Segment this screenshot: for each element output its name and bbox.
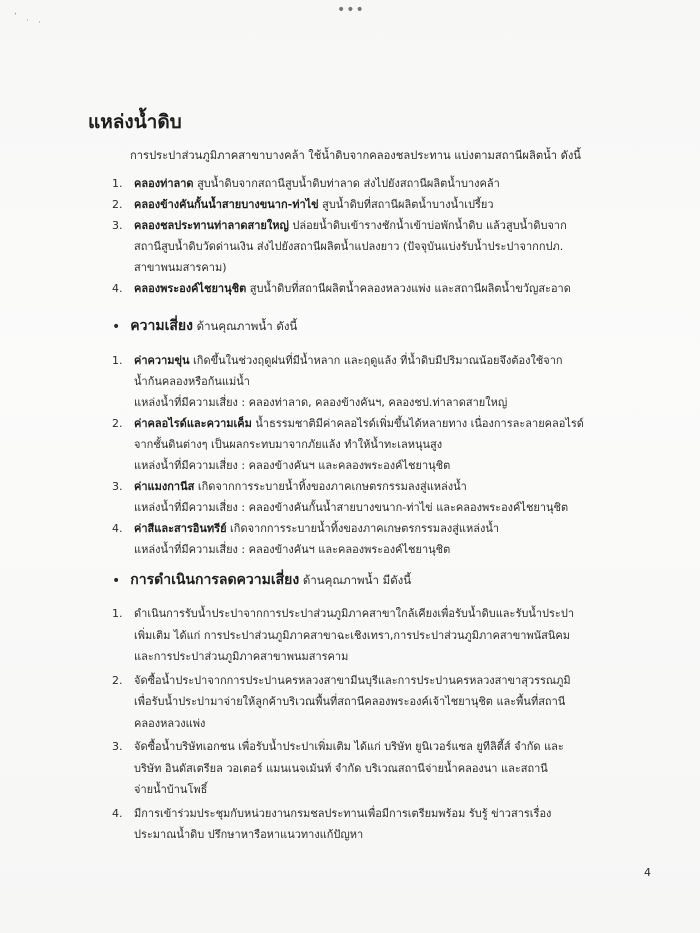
item-title: คลองชลประทานท่าลาดสายใหญ่: [134, 219, 289, 232]
bullet-icon: •: [112, 573, 121, 589]
item-text: ประมาณน้ำดิบ ปรึกษาหารือหาแนวทางแก้ปัญหา: [134, 828, 364, 841]
item-title: ค่าความขุ่น: [134, 354, 190, 367]
mitigation-list: [112, 603, 574, 846]
item-text: สูบน้ำดิบที่สถานีผลิตน้ำคลองหลวงแพ่ง และสถานีผลิตน้ำขวัญสะอาด: [246, 282, 571, 295]
item-text: เพิ่มเติม ได้แก่ การประปาส่วนภูมิภาคสาขาฉะเชิงเทรา,การประปาส่วนภูมิภาคสาขาพนัสนิคม: [134, 628, 571, 642]
item-title: ค่าคลอไรด์และความเค็ม: [134, 417, 252, 430]
item-title: คลองข้างคันกั้นน้ำสายบางขนาก-ท่าไข่: [134, 198, 319, 211]
item-text: แหล่งน้ำที่มีความเสี่ยง : คลองข้างคันกั้นน้ำสายบางขนาก-ท่าไข่ และคลองพระองค์ไชยานุชิต: [134, 501, 569, 514]
item-number: 2.: [112, 673, 123, 687]
item-text: เพื่อรับน้ำประปามาจ่ายให้ลูกค้าบริเวณพื้นที่สถานีคลองพระองค์เจ้าไชยานุชิต และพื้นที่สถานี: [134, 695, 566, 708]
item-text: น้ำก้นคลองหรือก้นแม่น้ำ: [134, 375, 250, 388]
item-text: สูบน้ำดิบจากสถานีสูบน้ำดิบท่าลาด ส่งไปยังสถานีผลิตน้ำบางคล้า: [193, 177, 500, 190]
item-text: จากชั้นดินต่างๆ เป็นผลกระทบมาจากภัยแล้ง ทำให้น้ำทะเลหนุนสูง: [134, 438, 443, 451]
item-text: ปล่อยน้ำดิบเข้ารางชักน้ำเข้าบ่อพักน้ำดิบ แล้วสูบน้ำดิบจาก: [288, 219, 567, 232]
item-title: คลองท่าลาด: [134, 177, 194, 190]
item-text: แหล่งน้ำที่มีความเสี่ยง : คลองข้างคันฯ และคลองพระองค์ไชยานุชิต: [134, 543, 451, 556]
item-text: น้ำธรรมชาติมีค่าคลอไรด์เพิ่มขึ้นได้หลายทาง เนื่องการละลายคลอไรด์: [251, 417, 584, 430]
item-title: คลองพระองค์ไชยานุชิต: [134, 282, 247, 295]
item-number: 1.: [112, 177, 123, 190]
item-text: จัดซื้อน้ำบริษัทเอกชน เพื่อรับน้ำประปาเพิ่มเติม ได้แก่ บริษัท ยูนิเวอร์แซล ยูทีลิตี้ส์ จำกัด และ: [134, 740, 564, 753]
risk-heading: [112, 315, 297, 337]
item-number: 3.: [112, 740, 123, 753]
risk-list: [112, 350, 584, 560]
item-text: มีการเข้าร่วมประชุมกับหน่วยงานกรมชลประทานเพื่อมีการเตรียมพร้อม รับรู้ ข่าวสารเรื่อง: [134, 806, 552, 820]
item-text: สูบน้ำดิบที่สถานีผลิตน้ำบางน้ำเปรี้ยว: [318, 198, 494, 211]
item-text: สาขาพนมสารคาม): [134, 261, 227, 274]
list-item: [112, 670, 574, 735]
source-list: [112, 173, 571, 299]
item-number: 2.: [112, 198, 123, 211]
item-text: จัดซื้อน้ำประปาจากการประปานครหลวงสาขามีนบุรีและการประปานครหลวงสาขาสุวรรณภูมิ: [134, 673, 571, 687]
item-text: เกิดจากการระบายน้ำทิ้งของภาคเกษตรกรรมลงสู่แหล่งน้ำ: [194, 480, 467, 493]
item-title: ค่าแมงกานีส: [134, 480, 195, 493]
list-item: [112, 413, 584, 476]
item-line: [134, 350, 584, 371]
section-heading: การดำเนินการลดความเสี่ยง: [130, 572, 300, 588]
item-number: 2.: [112, 417, 123, 430]
list-item: [112, 476, 584, 518]
list-item: [112, 278, 571, 299]
item-number: 1.: [112, 354, 123, 367]
item-line: [134, 476, 584, 497]
more-options-icon[interactable]: •••: [337, 2, 365, 18]
list-item: [112, 736, 574, 801]
list-item: [112, 603, 574, 668]
list-item: [112, 173, 571, 194]
item-line: [134, 278, 571, 299]
scan-speck: ‘: [14, 12, 17, 22]
section-heading-suffix: ด้านคุณภาพน้ำ มีดังนี้: [299, 573, 412, 587]
item-text: เกิดขึ้นในช่วงฤดูฝนที่มีน้ำหลาก และฤดูแล้ง ที่น้ำดิบมีปริมาณน้อยจึงต้องใช้จาก: [189, 354, 563, 367]
section-heading-suffix: ด้านคุณภาพน้ำ ดังนี้: [192, 319, 298, 333]
intro-text: การประปาส่วนภูมิภาคสาขาบางคล้า ใช้น้ำดิบจากคลองชลประทาน แบ่งตามสถานีผลิตน้ำ ดังนี้: [130, 149, 581, 162]
list-item: [112, 194, 571, 215]
scan-speck: ·: [26, 16, 29, 26]
item-text: ดำเนินการรับน้ำประปาจากการประปาส่วนภูมิภาคสาขาใกล้เคียงเพื่อรับน้ำดิบและรับน้ำประปา: [134, 607, 574, 620]
item-text: บริษัท อินดัสเตรียล วอเตอร์ แมนเนจเม้นท์ จำกัด บริเวณสถานีจ่ายน้ำคลองนา และสถานี: [134, 761, 548, 775]
item-line: [134, 194, 571, 215]
item-line: [134, 413, 584, 434]
page-title: แหล่งน้ำดิบ: [88, 111, 182, 133]
item-text: แหล่งน้ำที่มีความเสี่ยง : คลองข้างคันฯ และคลองพระองค์ไชยานุชิต: [134, 459, 451, 472]
bullet-icon: •: [112, 319, 121, 335]
item-number: 4.: [112, 282, 123, 295]
scan-speck: ·: [38, 18, 41, 28]
list-item: [112, 518, 584, 560]
item-text: และการประปาส่วนภูมิภาคสาขาพนมสารคาม: [134, 650, 349, 663]
item-line: [134, 173, 571, 194]
item-number: 4.: [112, 522, 123, 535]
mitigation-heading: [112, 569, 411, 591]
item-number: 3.: [112, 480, 123, 493]
list-item: [112, 215, 571, 278]
section-heading: ความเสี่ยง: [130, 318, 193, 334]
item-text: เกิดจากการระบายน้ำทิ้งของภาคเกษตรกรรมลงสู่แหล่งน้ำ: [226, 522, 500, 535]
item-line: [134, 518, 584, 539]
item-text: แหล่งน้ำที่มีความเสี่ยง : คลองท่าลาด, คลองข้างคันฯ, คลองชป.ท่าลาดสายใหญ่: [134, 396, 508, 409]
item-number: 4.: [112, 806, 123, 820]
item-line: [134, 215, 571, 236]
list-item: [112, 803, 574, 846]
item-text: คลองหลวงแพ่ง: [134, 716, 206, 730]
page-number: 4: [644, 866, 651, 879]
item-title: ค่าสีและสารอินทรีย์: [134, 522, 227, 535]
item-text: สถานีสูบน้ำดิบวัดด่านเงิน ส่งไปยังสถานีผลิตน้ำแปลงยาว (ปัจจุบันแบ่งรับน้ำประปาจากกปภ.: [134, 240, 564, 253]
item-number: 3.: [112, 219, 123, 232]
item-text: จ่ายน้ำบ้านโพธิ์: [134, 783, 208, 796]
list-item: [112, 350, 584, 413]
item-number: 1.: [112, 607, 123, 620]
